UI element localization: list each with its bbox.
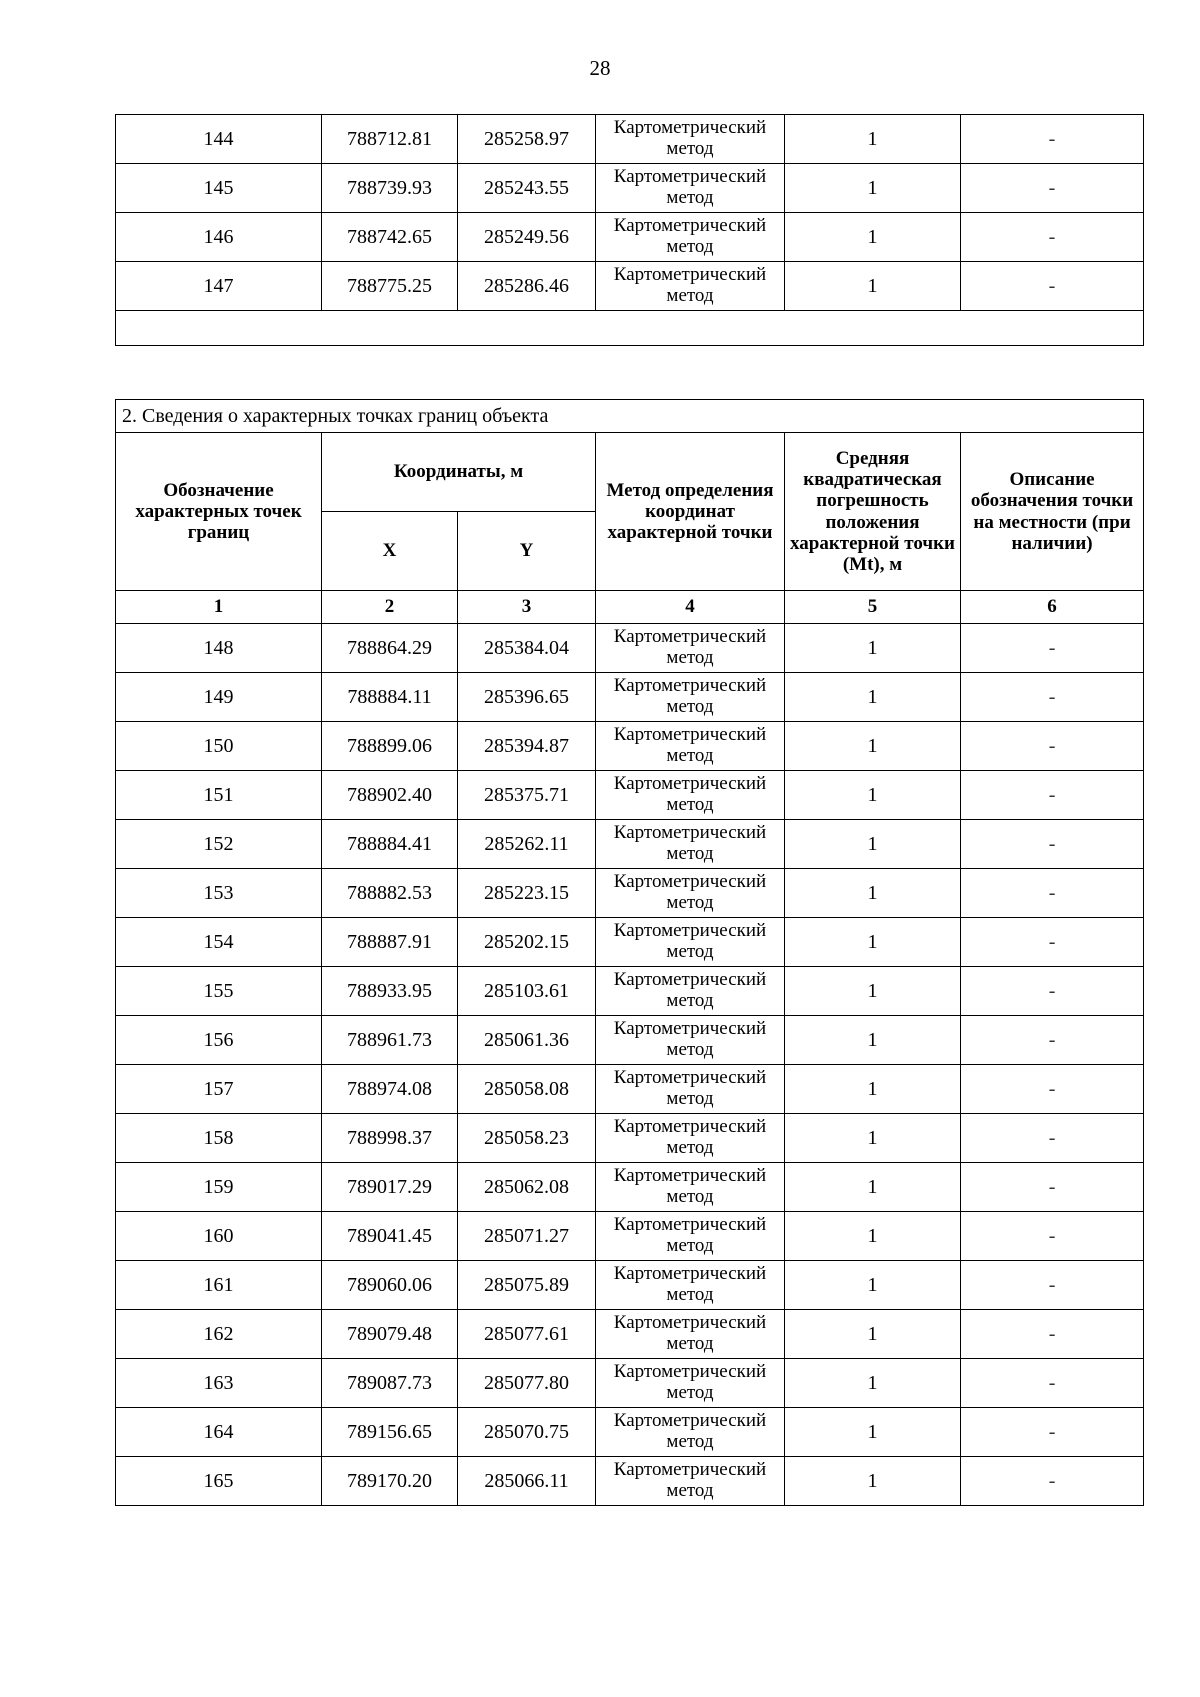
y-coordinate-cell: 285070.75: [458, 1408, 596, 1457]
empty-cell: [116, 311, 1144, 346]
point-cell: 162: [116, 1310, 322, 1359]
method-cell: Картометрический метод: [596, 262, 785, 311]
table-row: [116, 918, 1144, 967]
description-cell: -: [961, 771, 1144, 820]
error-cell: 1: [785, 1359, 961, 1408]
x-coordinate-cell: 788998.37: [322, 1114, 458, 1163]
method-cell: Картометрический метод: [596, 1163, 785, 1212]
table-row: [116, 1114, 1144, 1163]
description-cell: -: [961, 1457, 1144, 1506]
point-cell: 164: [116, 1408, 322, 1457]
method-cell: Картометрический метод: [596, 722, 785, 771]
error-cell: 1: [785, 164, 961, 213]
error-cell: 1: [785, 1310, 961, 1359]
table-row: [116, 1163, 1144, 1212]
error-cell: 1: [785, 722, 961, 771]
y-coordinate-cell: 285286.46: [458, 262, 596, 311]
y-coordinate-cell: 285075.89: [458, 1261, 596, 1310]
description-cell: -: [961, 262, 1144, 311]
header-x: X: [322, 512, 458, 591]
table1-empty-row: [116, 311, 1144, 346]
column-numbers-row: [116, 591, 1144, 624]
table-row: [116, 722, 1144, 771]
x-coordinate-cell: 789170.20: [322, 1457, 458, 1506]
method-cell: Картометрический метод: [596, 624, 785, 673]
point-cell: 151: [116, 771, 322, 820]
error-cell: 1: [785, 1457, 961, 1506]
point-cell: 148: [116, 624, 322, 673]
x-coordinate-cell: 789041.45: [322, 1212, 458, 1261]
y-coordinate-cell: 285249.56: [458, 213, 596, 262]
description-cell: -: [961, 115, 1144, 164]
coordinates-table-continued: [115, 114, 1144, 346]
x-coordinate-cell: 788933.95: [322, 967, 458, 1016]
description-cell: -: [961, 967, 1144, 1016]
error-cell: 1: [785, 1163, 961, 1212]
error-cell: 1: [785, 1065, 961, 1114]
method-cell: Картометрический метод: [596, 918, 785, 967]
method-cell: Картометрический метод: [596, 1408, 785, 1457]
x-coordinate-cell: 788882.53: [322, 869, 458, 918]
description-cell: -: [961, 213, 1144, 262]
table-row: [116, 1457, 1144, 1506]
y-coordinate-cell: 285071.27: [458, 1212, 596, 1261]
y-coordinate-cell: 285223.15: [458, 869, 596, 918]
table-row: [116, 1016, 1144, 1065]
table-row: [116, 1065, 1144, 1114]
x-coordinate-cell: 788887.91: [322, 918, 458, 967]
description-cell: -: [961, 1359, 1144, 1408]
y-coordinate-cell: 285394.87: [458, 722, 596, 771]
error-cell: 1: [785, 1016, 961, 1065]
y-coordinate-cell: 285375.71: [458, 771, 596, 820]
y-coordinate-cell: 285062.08: [458, 1163, 596, 1212]
x-coordinate-cell: 788775.25: [322, 262, 458, 311]
x-coordinate-cell: 788899.06: [322, 722, 458, 771]
point-cell: 158: [116, 1114, 322, 1163]
x-coordinate-cell: 788739.93: [322, 164, 458, 213]
method-cell: Картометрический метод: [596, 1310, 785, 1359]
point-cell: 152: [116, 820, 322, 869]
point-cell: 156: [116, 1016, 322, 1065]
table-row: [116, 820, 1144, 869]
method-cell: Картометрический метод: [596, 869, 785, 918]
table-row: [116, 262, 1144, 311]
description-cell: -: [961, 164, 1144, 213]
description-cell: -: [961, 673, 1144, 722]
method-cell: Картометрический метод: [596, 673, 785, 722]
error-cell: 1: [785, 1408, 961, 1457]
x-coordinate-cell: 788884.41: [322, 820, 458, 869]
table-row: [116, 164, 1144, 213]
method-cell: Картометрический метод: [596, 1065, 785, 1114]
x-coordinate-cell: 789079.48: [322, 1310, 458, 1359]
table-row: [116, 967, 1144, 1016]
table-row: [116, 771, 1144, 820]
point-cell: 157: [116, 1065, 322, 1114]
method-cell: Картометрический метод: [596, 1359, 785, 1408]
x-coordinate-cell: 788712.81: [322, 115, 458, 164]
column-number: 4: [596, 591, 785, 624]
table-row: [116, 624, 1144, 673]
table-row: [116, 673, 1144, 722]
method-cell: Картометрический метод: [596, 771, 785, 820]
method-cell: Картометрический метод: [596, 1261, 785, 1310]
point-cell: 146: [116, 213, 322, 262]
y-coordinate-cell: 285066.11: [458, 1457, 596, 1506]
error-cell: 1: [785, 771, 961, 820]
method-cell: Картометрический метод: [596, 1457, 785, 1506]
y-coordinate-cell: 285396.65: [458, 673, 596, 722]
method-cell: Картометрический метод: [596, 115, 785, 164]
table-row: [116, 869, 1144, 918]
x-coordinate-cell: 789087.73: [322, 1359, 458, 1408]
point-cell: 145: [116, 164, 322, 213]
description-cell: -: [961, 1408, 1144, 1457]
error-cell: 1: [785, 967, 961, 1016]
header-coords: Координаты, м: [322, 433, 596, 512]
header-point: Обозначение характерных точек границ: [116, 433, 322, 591]
description-cell: -: [961, 1310, 1144, 1359]
x-coordinate-cell: 788961.73: [322, 1016, 458, 1065]
error-cell: 1: [785, 1114, 961, 1163]
error-cell: 1: [785, 115, 961, 164]
error-cell: 1: [785, 262, 961, 311]
column-number: 2: [322, 591, 458, 624]
table-row: [116, 115, 1144, 164]
method-cell: Картометрический метод: [596, 1212, 785, 1261]
table-row: [116, 1261, 1144, 1310]
y-coordinate-cell: 285243.55: [458, 164, 596, 213]
point-cell: 150: [116, 722, 322, 771]
description-cell: -: [961, 722, 1144, 771]
y-coordinate-cell: 285103.61: [458, 967, 596, 1016]
y-coordinate-cell: 285384.04: [458, 624, 596, 673]
column-number: 3: [458, 591, 596, 624]
column-number: 5: [785, 591, 961, 624]
table-row: [116, 1212, 1144, 1261]
point-cell: 149: [116, 673, 322, 722]
section-title-row: [116, 400, 1144, 433]
method-cell: Картометрический метод: [596, 1114, 785, 1163]
error-cell: 1: [785, 820, 961, 869]
x-coordinate-cell: 788902.40: [322, 771, 458, 820]
x-coordinate-cell: 789060.06: [322, 1261, 458, 1310]
error-cell: 1: [785, 624, 961, 673]
method-cell: Картометрический метод: [596, 967, 785, 1016]
header-description: Описание обозначения точки на местности (при наличии): [961, 433, 1144, 591]
point-cell: 159: [116, 1163, 322, 1212]
y-coordinate-cell: 285202.15: [458, 918, 596, 967]
point-cell: 154: [116, 918, 322, 967]
y-coordinate-cell: 285058.08: [458, 1065, 596, 1114]
column-number: 6: [961, 591, 1144, 624]
y-coordinate-cell: 285077.80: [458, 1359, 596, 1408]
header-row: [116, 433, 1144, 512]
x-coordinate-cell: 788884.11: [322, 673, 458, 722]
error-cell: 1: [785, 1261, 961, 1310]
boundary-points-table: [115, 399, 1144, 1506]
page-number: 28: [589, 56, 611, 80]
description-cell: -: [961, 1016, 1144, 1065]
description-cell: -: [961, 1065, 1144, 1114]
method-cell: Картометрический метод: [596, 1016, 785, 1065]
description-cell: -: [961, 918, 1144, 967]
x-coordinate-cell: 788742.65: [322, 213, 458, 262]
table-row: [116, 1310, 1144, 1359]
point-cell: 163: [116, 1359, 322, 1408]
method-cell: Картометрический метод: [596, 164, 785, 213]
section-title: 2. Сведения о характерных точках границ объекта: [116, 400, 1144, 433]
y-coordinate-cell: 285077.61: [458, 1310, 596, 1359]
y-coordinate-cell: 285258.97: [458, 115, 596, 164]
description-cell: -: [961, 624, 1144, 673]
point-cell: 165: [116, 1457, 322, 1506]
error-cell: 1: [785, 869, 961, 918]
y-coordinate-cell: 285262.11: [458, 820, 596, 869]
table-row: [116, 1408, 1144, 1457]
y-coordinate-cell: 285061.36: [458, 1016, 596, 1065]
method-cell: Картометрический метод: [596, 213, 785, 262]
point-cell: 153: [116, 869, 322, 918]
table1-body: [116, 115, 1144, 311]
point-cell: 144: [116, 115, 322, 164]
point-cell: 161: [116, 1261, 322, 1310]
description-cell: -: [961, 1212, 1144, 1261]
description-cell: -: [961, 869, 1144, 918]
header-error: Средняя квадратическая погрешность положения характерной точки (Mt), м: [785, 433, 961, 591]
header-method: Метод определения координат характерной точки: [596, 433, 785, 591]
description-cell: -: [961, 820, 1144, 869]
y-coordinate-cell: 285058.23: [458, 1114, 596, 1163]
x-coordinate-cell: 789156.65: [322, 1408, 458, 1457]
column-number: 1: [116, 591, 322, 624]
table-row: [116, 1359, 1144, 1408]
point-cell: 147: [116, 262, 322, 311]
error-cell: 1: [785, 673, 961, 722]
error-cell: 1: [785, 918, 961, 967]
x-coordinate-cell: 788864.29: [322, 624, 458, 673]
table2-body: [116, 624, 1144, 1506]
point-cell: 155: [116, 967, 322, 1016]
x-coordinate-cell: 788974.08: [322, 1065, 458, 1114]
error-cell: 1: [785, 1212, 961, 1261]
description-cell: -: [961, 1114, 1144, 1163]
description-cell: -: [961, 1261, 1144, 1310]
x-coordinate-cell: 789017.29: [322, 1163, 458, 1212]
table-row: [116, 213, 1144, 262]
description-cell: -: [961, 1163, 1144, 1212]
header-y: Y: [458, 512, 596, 591]
point-cell: 160: [116, 1212, 322, 1261]
error-cell: 1: [785, 213, 961, 262]
method-cell: Картометрический метод: [596, 820, 785, 869]
